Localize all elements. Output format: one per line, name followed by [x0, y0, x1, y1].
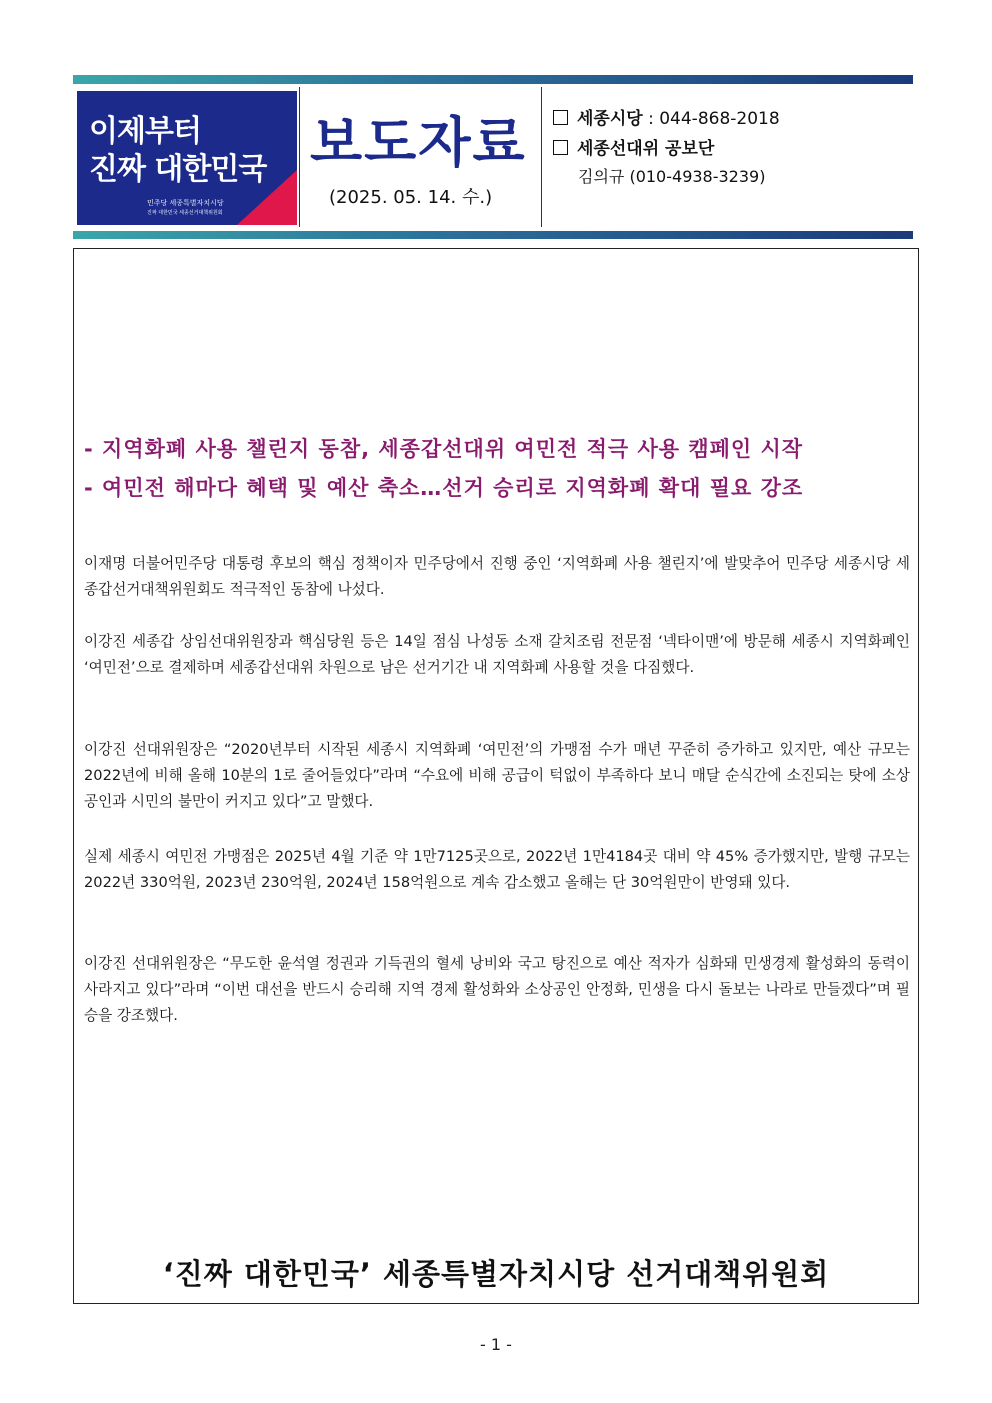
header-top-bar — [73, 75, 913, 84]
contact-city-party-phone: : 044-868-2018 — [642, 109, 780, 129]
checkbox-icon — [553, 110, 568, 125]
logo-slogan: 이제부터 진짜 대한민국 — [89, 114, 267, 187]
paragraph-5: 이강진 선대위원장은 “무도한 윤석열 정권과 기득권의 혈세 낭비와 국고 탕진으로 예산 적자가 심화돼 민생경제 활성화의 동력이 사라지고 있다”라며 “이번 대선을 반드시 승리해 지역 경제 활성화와 소상공인 안정화, 민생을 다시 돌보는 나라로 만들겠다”며 필승을 강조했다. — [84, 955, 910, 1024]
committee-signature: ‘진짜 대한민국’ 세종특별자치시당 선거대책위원회 — [162, 1257, 830, 1291]
headline-1: - 지역화폐 사용 챌린지 동참, 세종갑선대위 여민전 적극 사용 캠페인 시작 — [84, 437, 804, 461]
paragraph-3: 이강진 선대위원장은 “2020년부터 시작된 세종시 지역화폐 ‘여민전’의 가맹점 수가 매년 꾸준히 증가하고 있지만, 예산 규모는 2022년에 비해 올해 10분의 1로 줄어들었다”라며 “수요에 비해 공급이 턱없이 부족하다 보니 매달 순식간에 소진되는 탓에 소상공인과 시민의 불만이 커지고 있다”고 말했다. — [84, 741, 910, 810]
campaign-logo — [77, 91, 297, 225]
checkbox-icon — [553, 140, 568, 155]
header-divider-right — [541, 87, 542, 227]
release-date: (2025. 05. 14. 수.) — [329, 187, 493, 208]
contact-press-team-label: 세종선대위 공보단 — [577, 139, 715, 159]
contact-city-party-label: 세종시당 — [577, 109, 643, 129]
header-divider-left — [299, 87, 300, 227]
paragraph-4: 실제 세종시 여민전 가맹점은 2025년 4월 기준 약 1만7125곳으로, 2022년 1만4184곳 대비 약 45% 증가했지만, 발행 규모는 2022년 330억원, 2023년 230억원, 2024년 158억원으로 계속 감소했고 올해는 단 30억원만이 반영돼 있다. — [84, 848, 910, 891]
page-number: - 1 - — [480, 1335, 512, 1354]
logo-committee-line: 진짜 대한민국 세종선거대책위원회 — [147, 210, 223, 216]
contact-city-party — [553, 104, 780, 129]
press-release-title: 보도자료 — [310, 111, 527, 174]
contact-press-team — [553, 134, 714, 159]
contact-person: 김의규 (010-4938-3239) — [578, 167, 766, 186]
paragraph-1: 이재명 더불어민주당 대통령 후보의 핵심 정책이자 민주당에서 진행 중인 ‘지역화폐 사용 챌린지’에 발맞추어 민주당 세종시당 세종갑선거대책위원회도 적극적인 동참에 나섰다. — [84, 555, 910, 598]
header-bottom-bar — [73, 231, 913, 239]
paragraph-2: 이강진 세종갑 상임선대위원장과 핵심당원 등은 14일 점심 나성동 소재 갈치조림 전문점 ‘넥타이맨’에 방문해 세종시 지역화폐인 ‘여민전’으로 결제하며 세종갑선대위 차원으로 남은 선거기간 내 지역화폐 사용할 것을 다짐했다. — [84, 633, 910, 676]
headline-2: - 여민전 해마다 혜택 및 예산 축소…선거 승리로 지역화폐 확대 필요 강조 — [84, 476, 804, 500]
logo-party-line: 민주당 세종특별자치시당 — [147, 199, 224, 207]
